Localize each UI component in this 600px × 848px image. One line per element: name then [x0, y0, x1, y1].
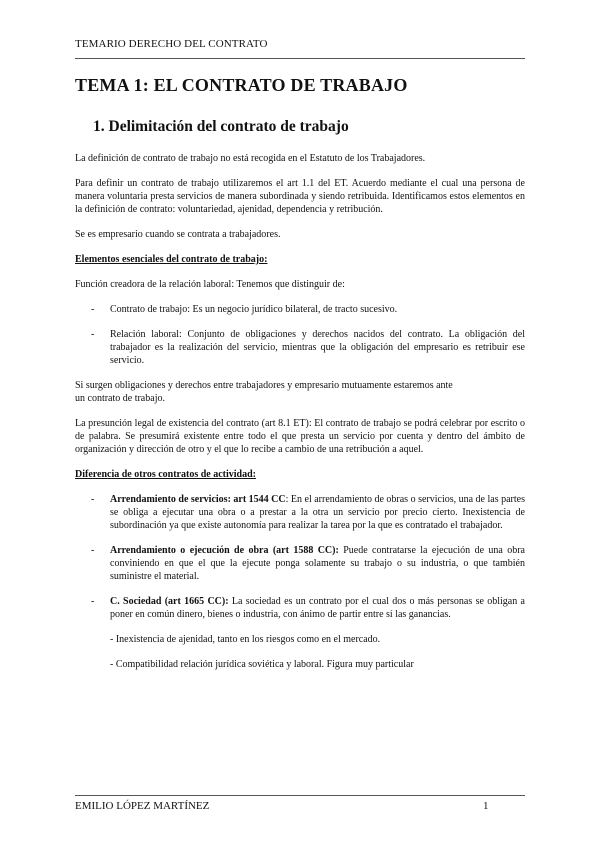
paragraph-obligaciones	[75, 379, 525, 405]
list-item	[75, 544, 525, 583]
paragraph-funcion-creadora: Función creadora de la relación laboral: Tenemos que distinguir de:	[75, 279, 345, 290]
list-item-text: Relación laboral: Conjunto de obligaciones y derechos nacidos del contrato. La obligación del trabajador es la realización del servicio, mientras que la obligación del empresario es retribuir ese servicio.	[110, 329, 525, 366]
dash-bullet: -	[91, 596, 95, 607]
paragraph-presuncion-legal: La presunción legal de existencia del contrato (art 8.1 ET): El contrato de trabajo se podrá celebrar por escrito o de palabra. Se presumirá existente entre todo el que presta un servicio por cuenta y dentro del ámbito de organización y dirección de otro y el que lo recibe a cambio de una retribución a aquel.	[75, 418, 525, 455]
list-item-text: Contrato de trabajo: Es un negocio jurídico bilateral, de tracto sucesivo.	[110, 304, 398, 315]
footer-author: EMILIO LÓPEZ MARTÍNEZ	[75, 800, 210, 812]
list-item	[75, 303, 525, 316]
distinguish-list	[75, 303, 525, 367]
section-title: 1. Delimitación del contrato de trabajo	[93, 118, 349, 135]
page-number: 1	[483, 800, 489, 812]
society-note: - Inexistencia de ajenidad, tanto en los riesgos como en el mercado.	[110, 634, 381, 645]
list-item-text: La sociedad es un contrato por el cual dos o más personas se obligan a poner en común dinero, bienes o industria, con ánimo de partir entre sí las ganancias.	[110, 596, 525, 620]
footer-divider	[75, 795, 525, 796]
paragraph-empresario: Se es empresario cuando se contrata a trabajadores.	[75, 229, 281, 240]
list-item	[75, 493, 525, 532]
list-item-term: C. Sociedad (art 1665 CC):	[110, 596, 229, 607]
differences-heading: Diferencia de otros contratos de actividad:	[75, 469, 256, 480]
running-header: TEMARIO DERECHO DEL CONTRATO	[75, 38, 268, 50]
header-divider	[75, 58, 525, 59]
list-item-term: Arrendamiento o ejecución de obra (art 1588 CC):	[110, 545, 339, 556]
dash-bullet: -	[91, 304, 95, 315]
list-item-text: Puede contratarse la ejecución de una obra conviniendo en que el que la ejecute ponga solamente su trabajo o su industria, o que también suministre el material.	[110, 545, 525, 582]
list-item	[75, 328, 525, 367]
list-item	[75, 595, 525, 621]
page-body	[75, 75, 525, 683]
paragraph-art-1-1: Para definir un contrato de trabajo utilizaremos el art 1.1 del ET. Acuerdo mediante el cual una persona de manera voluntaria presta servicios de manera subordinada y siendo retribuida. Identificamos estos elementos en la definición de contrato: voluntariedad, ajenidad, dependencia y retribución.	[75, 178, 525, 215]
dash-bullet: -	[91, 494, 95, 505]
essentials-heading: Elementos esenciales del contrato de trabajo:	[75, 254, 268, 265]
differences-list	[75, 493, 525, 621]
paragraph-obligaciones-line-2: un contrato de trabajo.	[75, 393, 165, 404]
dash-bullet: -	[91, 329, 95, 340]
list-item-term: Arrendamiento de servicios: art 1544 CC	[110, 494, 286, 505]
paragraph-definition: La definición de contrato de trabajo no está recogida en el Estatuto de los Trabajadores.	[75, 153, 426, 164]
dash-bullet: -	[91, 545, 95, 556]
page-title: TEMA 1: EL CONTRATO DE TRABAJO	[75, 75, 408, 95]
paragraph-obligaciones-line-1: Si surgen obligaciones y derechos entre trabajadores y empresario mutuamente estaremos ante	[75, 380, 453, 391]
society-note: - Compatibilidad relación jurídica soviética y laboral. Figura muy particular	[110, 659, 414, 670]
list-item-text: : En el arrendamiento de obras o servicios, una de las partes se obliga a ejecutar una obra o a prestar a la otra un servicio por precio cierto. Inexistencia de subordinación ya que existe autonomía para realizar la tarea por la que es contratado el trabajador.	[110, 494, 525, 531]
